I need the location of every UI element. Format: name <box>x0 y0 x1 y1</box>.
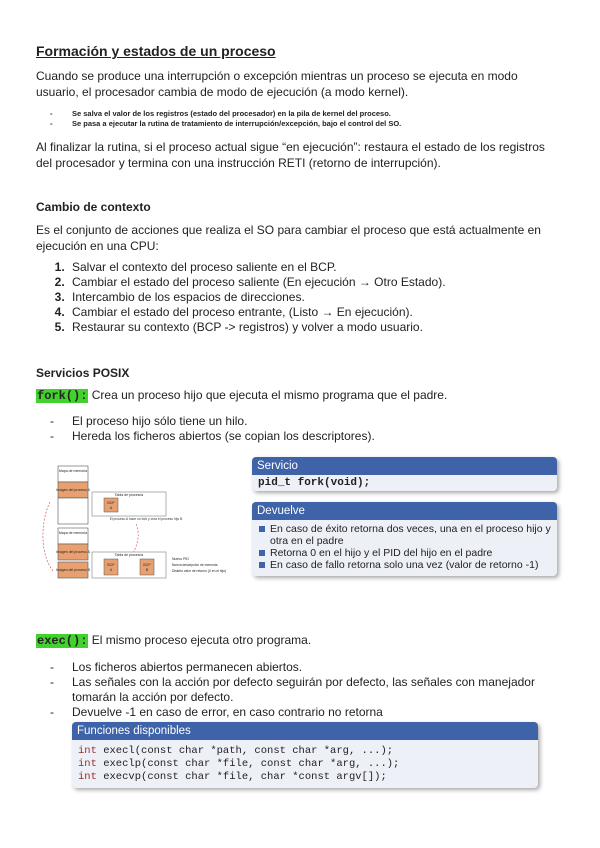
funciones-title: Funciones disponibles <box>72 722 538 740</box>
funciones-code <box>72 740 538 788</box>
fork-arrow <box>43 502 54 572</box>
imagen-label-top: Imagen del proceso A <box>56 488 90 492</box>
bcp-label: BCP <box>107 501 115 505</box>
context-steps <box>36 260 588 335</box>
page-title: Formación y estados de un proceso <box>36 43 276 59</box>
posix-heading: Servicios POSIX <box>36 366 130 380</box>
finalize-paragraph: Al finalizar la rutina, si el proceso actual sigue “en ejecución”: restaura el estado de los registros del procesador y termina con una instrucción RETI (retorno de interrupción). <box>36 140 545 170</box>
small-list <box>50 109 401 129</box>
mapa-label-bottom: Mapa de memoria <box>58 531 88 535</box>
list-item: - Las señales con la acción por defecto seguirán por defecto, las señales con manejador tomarán la acción por defecto. <box>36 675 561 705</box>
context-intro: Es el conjunto de acciones que realiza el SO para cambiar el proceso que está actualmente en ejecución en una CPU: <box>36 223 541 253</box>
list-item: - Devuelve -1 en caso de error, en caso contrario no retorna <box>36 705 561 720</box>
bcp-label-3: BCP <box>143 563 151 567</box>
nuevo-pid: Nuevo PID <box>172 557 189 561</box>
imagen-label-bottom-a: Imagen del proceso A <box>56 550 90 554</box>
tabla-label-top: Tabla de procesos <box>114 493 144 497</box>
list-item: 2. Cambiar el estado del proceso saliente (En ejecución → Otro Estado). <box>68 275 588 290</box>
a-label: A <box>109 506 113 510</box>
exec-function-name: exec(): <box>37 634 88 648</box>
list-item: 3. Intercambio de los espacios de direcciones. <box>68 290 588 305</box>
exec-bullets <box>36 660 561 720</box>
fork-function-name: fork(): <box>37 389 88 403</box>
list-item: 5. Restaurar su contexto (BCP -> registros) y volver a modo usuario. <box>68 320 588 335</box>
code-line: int execl(const char *path, const char *arg, ...); <box>78 745 394 757</box>
code-line: int execvp(const char *file, char *const argv[]); <box>78 771 387 783</box>
fork-line <box>36 388 447 403</box>
nueva-desc: Nueva descripción de memoria <box>172 563 218 567</box>
fork-diagram <box>36 462 246 582</box>
servicio-code: pid_t fork(void); <box>258 477 371 489</box>
intro-paragraph: Cuando se produce una interrupción o excepción mientras un proceso se ejecuta en modo usuario, el procesador cambia de modo de ejecución (a modo kernel). <box>36 69 518 99</box>
exec-line <box>36 633 311 648</box>
bcp-label-2: BCP <box>107 563 115 567</box>
bcp-a-bottom <box>104 559 118 575</box>
list-item: En caso de éxito retorna dos veces, una en el proceso hijo y otra en el padre <box>258 523 551 547</box>
devuelve-list <box>258 523 551 571</box>
context-heading: Cambio de contexto <box>36 200 151 214</box>
list-item: 1. Salvar el contexto del proceso saliente en el BCP. <box>68 260 588 275</box>
list-item: Retorna 0 en el hijo y el PID del hijo en el padre <box>258 547 551 559</box>
devuelve-box <box>252 502 557 576</box>
servicio-title: Servicio <box>252 457 557 475</box>
list-item: - El proceso hijo sólo tiene un hilo. <box>36 414 375 429</box>
list-item: - Los ficheros abiertos permanecen abiertos. <box>36 660 561 675</box>
imagen-label-bottom-b: Imagen del proceso B <box>55 568 91 572</box>
fork-bullets <box>36 414 375 444</box>
distinto-valor: Distinto valor de retorno (0 en el hijo) <box>172 569 227 573</box>
mapa-filler-top <box>58 498 88 524</box>
devuelve-title: Devuelve <box>252 502 557 520</box>
caption-top: El proceso A hace un fork y crea el proceso hijo B <box>109 517 183 521</box>
small-item: - Se salva el valor de los registros (estado del procesador) en la pila de kernel del proceso. <box>50 109 391 118</box>
code-line: int execlp(const char *file, const char *arg, ...); <box>78 758 400 770</box>
list-item: En caso de fallo retorna solo una vez (valor de retorno -1) <box>258 559 551 571</box>
funciones-box <box>72 722 538 788</box>
b-label: B <box>145 568 149 572</box>
tabla-label-bottom: Tabla de procesos <box>114 553 144 557</box>
exec-desc: El mismo proceso ejecuta otro programa. <box>88 633 312 647</box>
a-label-2: A <box>109 568 113 572</box>
servicio-box <box>252 457 557 491</box>
bcp-b-bottom <box>140 559 154 575</box>
small-item: - Se pasa a ejecutar la rutina de tratamiento de interrupción/excepción, bajo el control del SO. <box>50 119 402 128</box>
list-item: 4. Cambiar el estado del proceso entrante, (Listo → En ejecución). <box>68 305 588 320</box>
list-item: - Hereda los ficheros abiertos (se copian los descriptores). <box>36 429 375 444</box>
mapa-label-top: Mapa de memoria <box>58 469 88 473</box>
fork-desc: Crea un proceso hijo que ejecuta el mismo programa que el padre. <box>88 388 448 402</box>
